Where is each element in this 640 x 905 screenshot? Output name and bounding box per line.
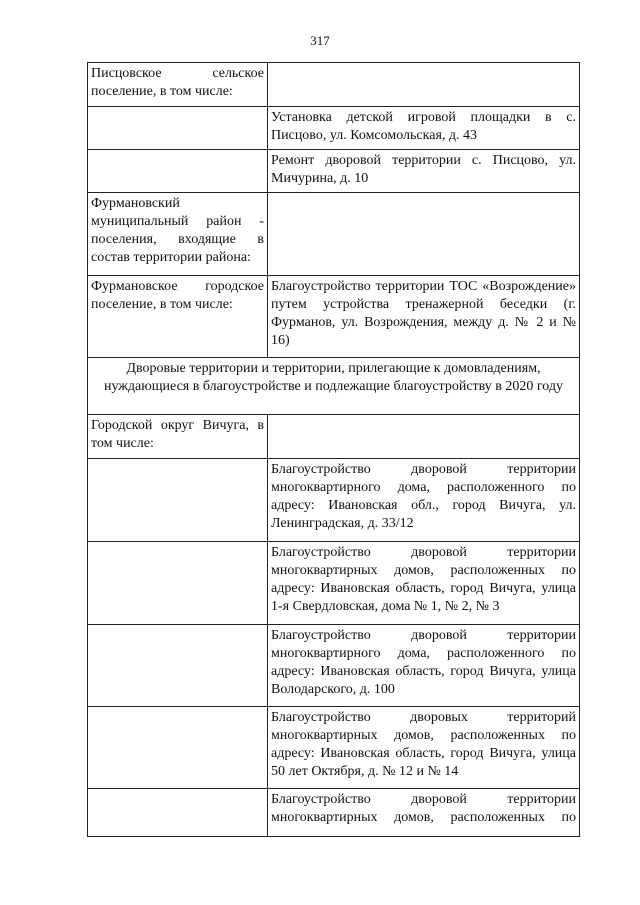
- measure-cell: Благоустройство дворовых территорий многоквартирных домов, расположенных по адресу: Ивановская область, город Вичуга, улица 50 лет Октября, д. № 12 и № 14: [268, 707, 580, 789]
- measure-cell: Благоустройство дворовой территории многоквартирного дома, расположенного по адресу: Ивановская обл., город Вичуга, ул. Ленинградская, д. 33/12: [268, 459, 580, 542]
- measure-cell: Благоустройство дворовой территории многоквартирных домов, расположенных по адресу: Ивановская область, город Вичуга, улица 1-я Свердловская, дома № 1, № 2, № 3: [268, 542, 580, 625]
- measure-cell: [268, 193, 580, 276]
- settlement-cell: [88, 789, 268, 837]
- table-row: [88, 707, 580, 789]
- page-number: 317: [310, 33, 330, 48]
- settlement-cell: Городской округ Вичуга, в том числе:: [88, 415, 268, 459]
- settlement-cell: [88, 707, 268, 789]
- section-heading: Дворовые территории и территории, прилегающие к домовладениям, нуждающиеся в благоустройстве и подлежащие благоустройству в 2020 году: [88, 358, 580, 415]
- program-table: [87, 62, 580, 837]
- settlement-cell: Фурмановское городское поселение, в том числе:: [88, 276, 268, 358]
- settlement-cell: Писцовское сельское поселение, в том числе:: [88, 63, 268, 107]
- settlement-cell: [88, 459, 268, 542]
- table-row: [88, 63, 580, 107]
- measure-cell: [268, 415, 580, 459]
- table-row: [88, 459, 580, 542]
- table-row: [88, 107, 580, 150]
- settlement-cell: [88, 542, 268, 625]
- settlement-cell: [88, 625, 268, 707]
- table-row: [88, 150, 580, 193]
- measure-cell: [268, 63, 580, 107]
- measure-cell: Благоустройство территории ТОС «Возрождение» путем устройства тренажерной беседки (г. Фурманов, ул. Возрождения, между д. № 2 и № 16): [268, 276, 580, 358]
- measure-cell: Благоустройство дворовой территории многоквартирного дома, расположенного по адресу: Ивановская область, город Вичуга, улица Володарского, д. 100: [268, 625, 580, 707]
- settlement-cell: Фурмановский муниципальный район - поселения, входящие в состав территории района:: [88, 193, 268, 276]
- table-row: [88, 625, 580, 707]
- section-heading-row: [88, 358, 580, 415]
- table-row: [88, 415, 580, 459]
- table-row: [88, 276, 580, 358]
- measure-cell: Благоустройство дворовой территории многоквартирных домов, расположенных по: [268, 789, 580, 837]
- table-row: [88, 193, 580, 276]
- measure-cell: Ремонт дворовой территории с. Писцово, ул. Мичурина, д. 10: [268, 150, 580, 193]
- table-row: [88, 542, 580, 625]
- measure-cell: Установка детской игровой площадки в с. Писцово, ул. Комсомольская, д. 43: [268, 107, 580, 150]
- settlement-cell: [88, 150, 268, 193]
- table-row: [88, 789, 580, 837]
- settlement-cell: [88, 107, 268, 150]
